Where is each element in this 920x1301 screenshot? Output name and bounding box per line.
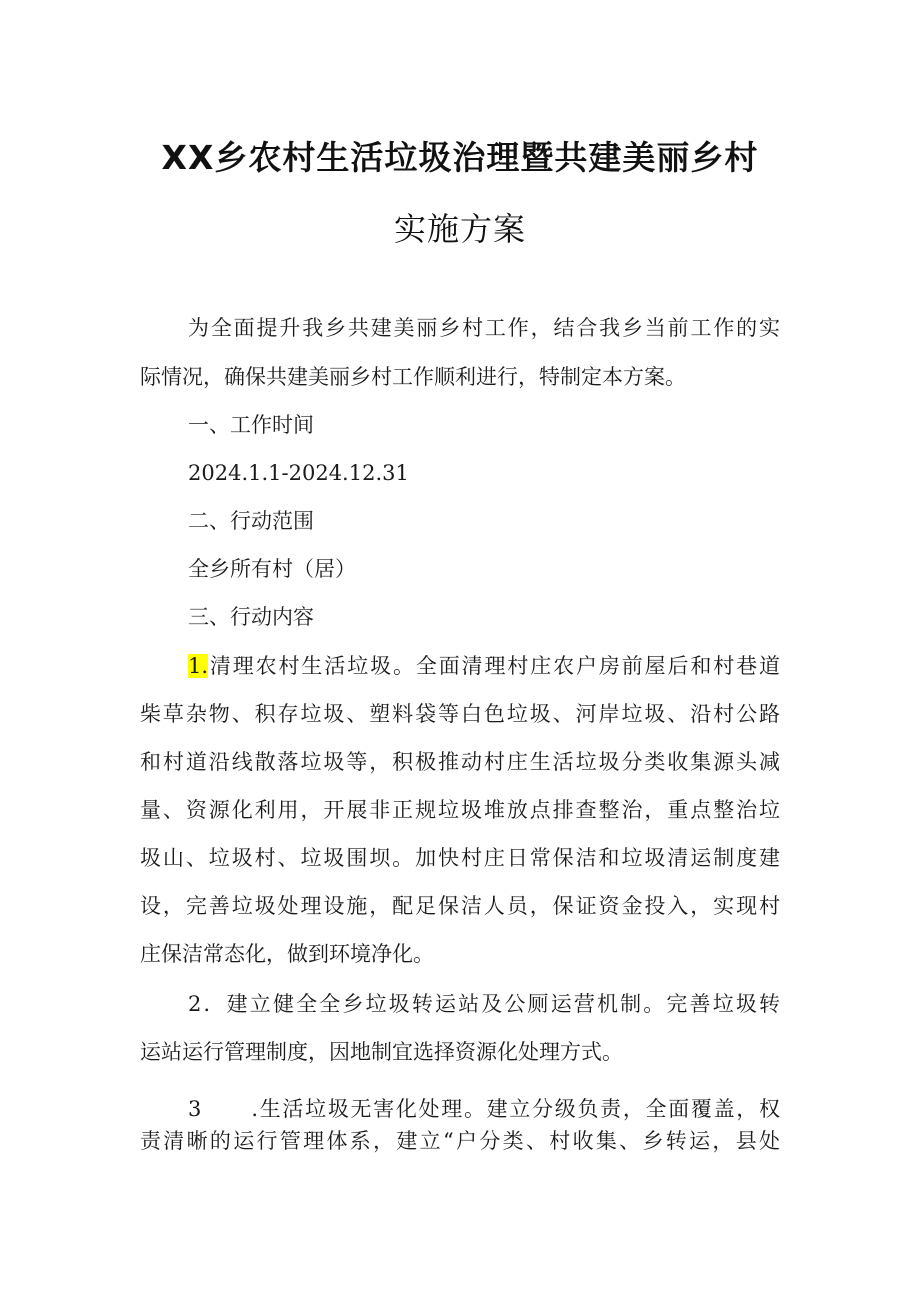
item3-number: 3 xyxy=(188,1097,202,1121)
item2-line-2: 运站运行管理制度，因地制宜选择资源化处理方式。 xyxy=(140,1040,623,1064)
section3-heading: 三、行动内容 xyxy=(188,605,314,629)
item3-line-2: 责清晰的运行管理体系，建立“户分类、村收集、乡转运，县处 xyxy=(140,1129,780,1153)
item1-line-2: 柴草杂物、积存垃圾、塑料袋等白色垃圾、河岸垃圾、沿村公路 xyxy=(140,702,780,726)
item1-line-3: 和村道沿线散落垃圾等，积极推动村庄生活垃圾分类收集源头减 xyxy=(140,750,780,774)
item1-number-highlight: 1. xyxy=(188,654,209,678)
intro-line-2: 际情况，确保共建美丽乡村工作顺利进行，特制定本方案。 xyxy=(140,365,686,389)
document-title-line2: 实施方案 xyxy=(393,210,526,248)
item3-line-1 xyxy=(188,1094,780,1124)
intro-line-1: 为全面提升我乡共建美丽乡村工作，结合我乡当前工作的实 xyxy=(188,316,780,340)
section1-body: 2024.1.1-2024.12.31 xyxy=(188,461,409,485)
section2-body: 全乡所有村（居） xyxy=(188,557,356,581)
item1-line-6: 设，完善垃圾处理设施，配足保洁人员，保证资金投入，实现村 xyxy=(140,894,780,918)
item1-line-1-text: 清理农村生活垃圾。全面清理村庄农户房前屋后和村巷道 xyxy=(208,654,780,678)
item2-line-1: 2．建立健全全乡垃圾转运站及公厕运营机制。完善垃圾转 xyxy=(188,992,780,1016)
item1-line-4: 量、资源化利用，开展非正规垃圾堆放点排查整治，重点整治垃 xyxy=(140,798,780,822)
section1-heading: 一、工作时间 xyxy=(188,413,314,437)
document-title-line1: XX乡农村生活垃圾治理暨共建美丽乡村 xyxy=(161,138,759,177)
item1-line-5: 圾山、垃圾村、垃圾围坝。加快村庄日常保洁和垃圾清运制度建 xyxy=(140,846,780,870)
section2-heading: 二、行动范围 xyxy=(188,509,314,533)
item1-line-1 xyxy=(188,651,780,681)
item1-line-7: 庄保洁常态化，做到环境净化。 xyxy=(140,942,434,966)
item3-line-1-text: .生活垃圾无害化处理。建立分级负责，全面覆盖，权 xyxy=(251,1097,780,1121)
